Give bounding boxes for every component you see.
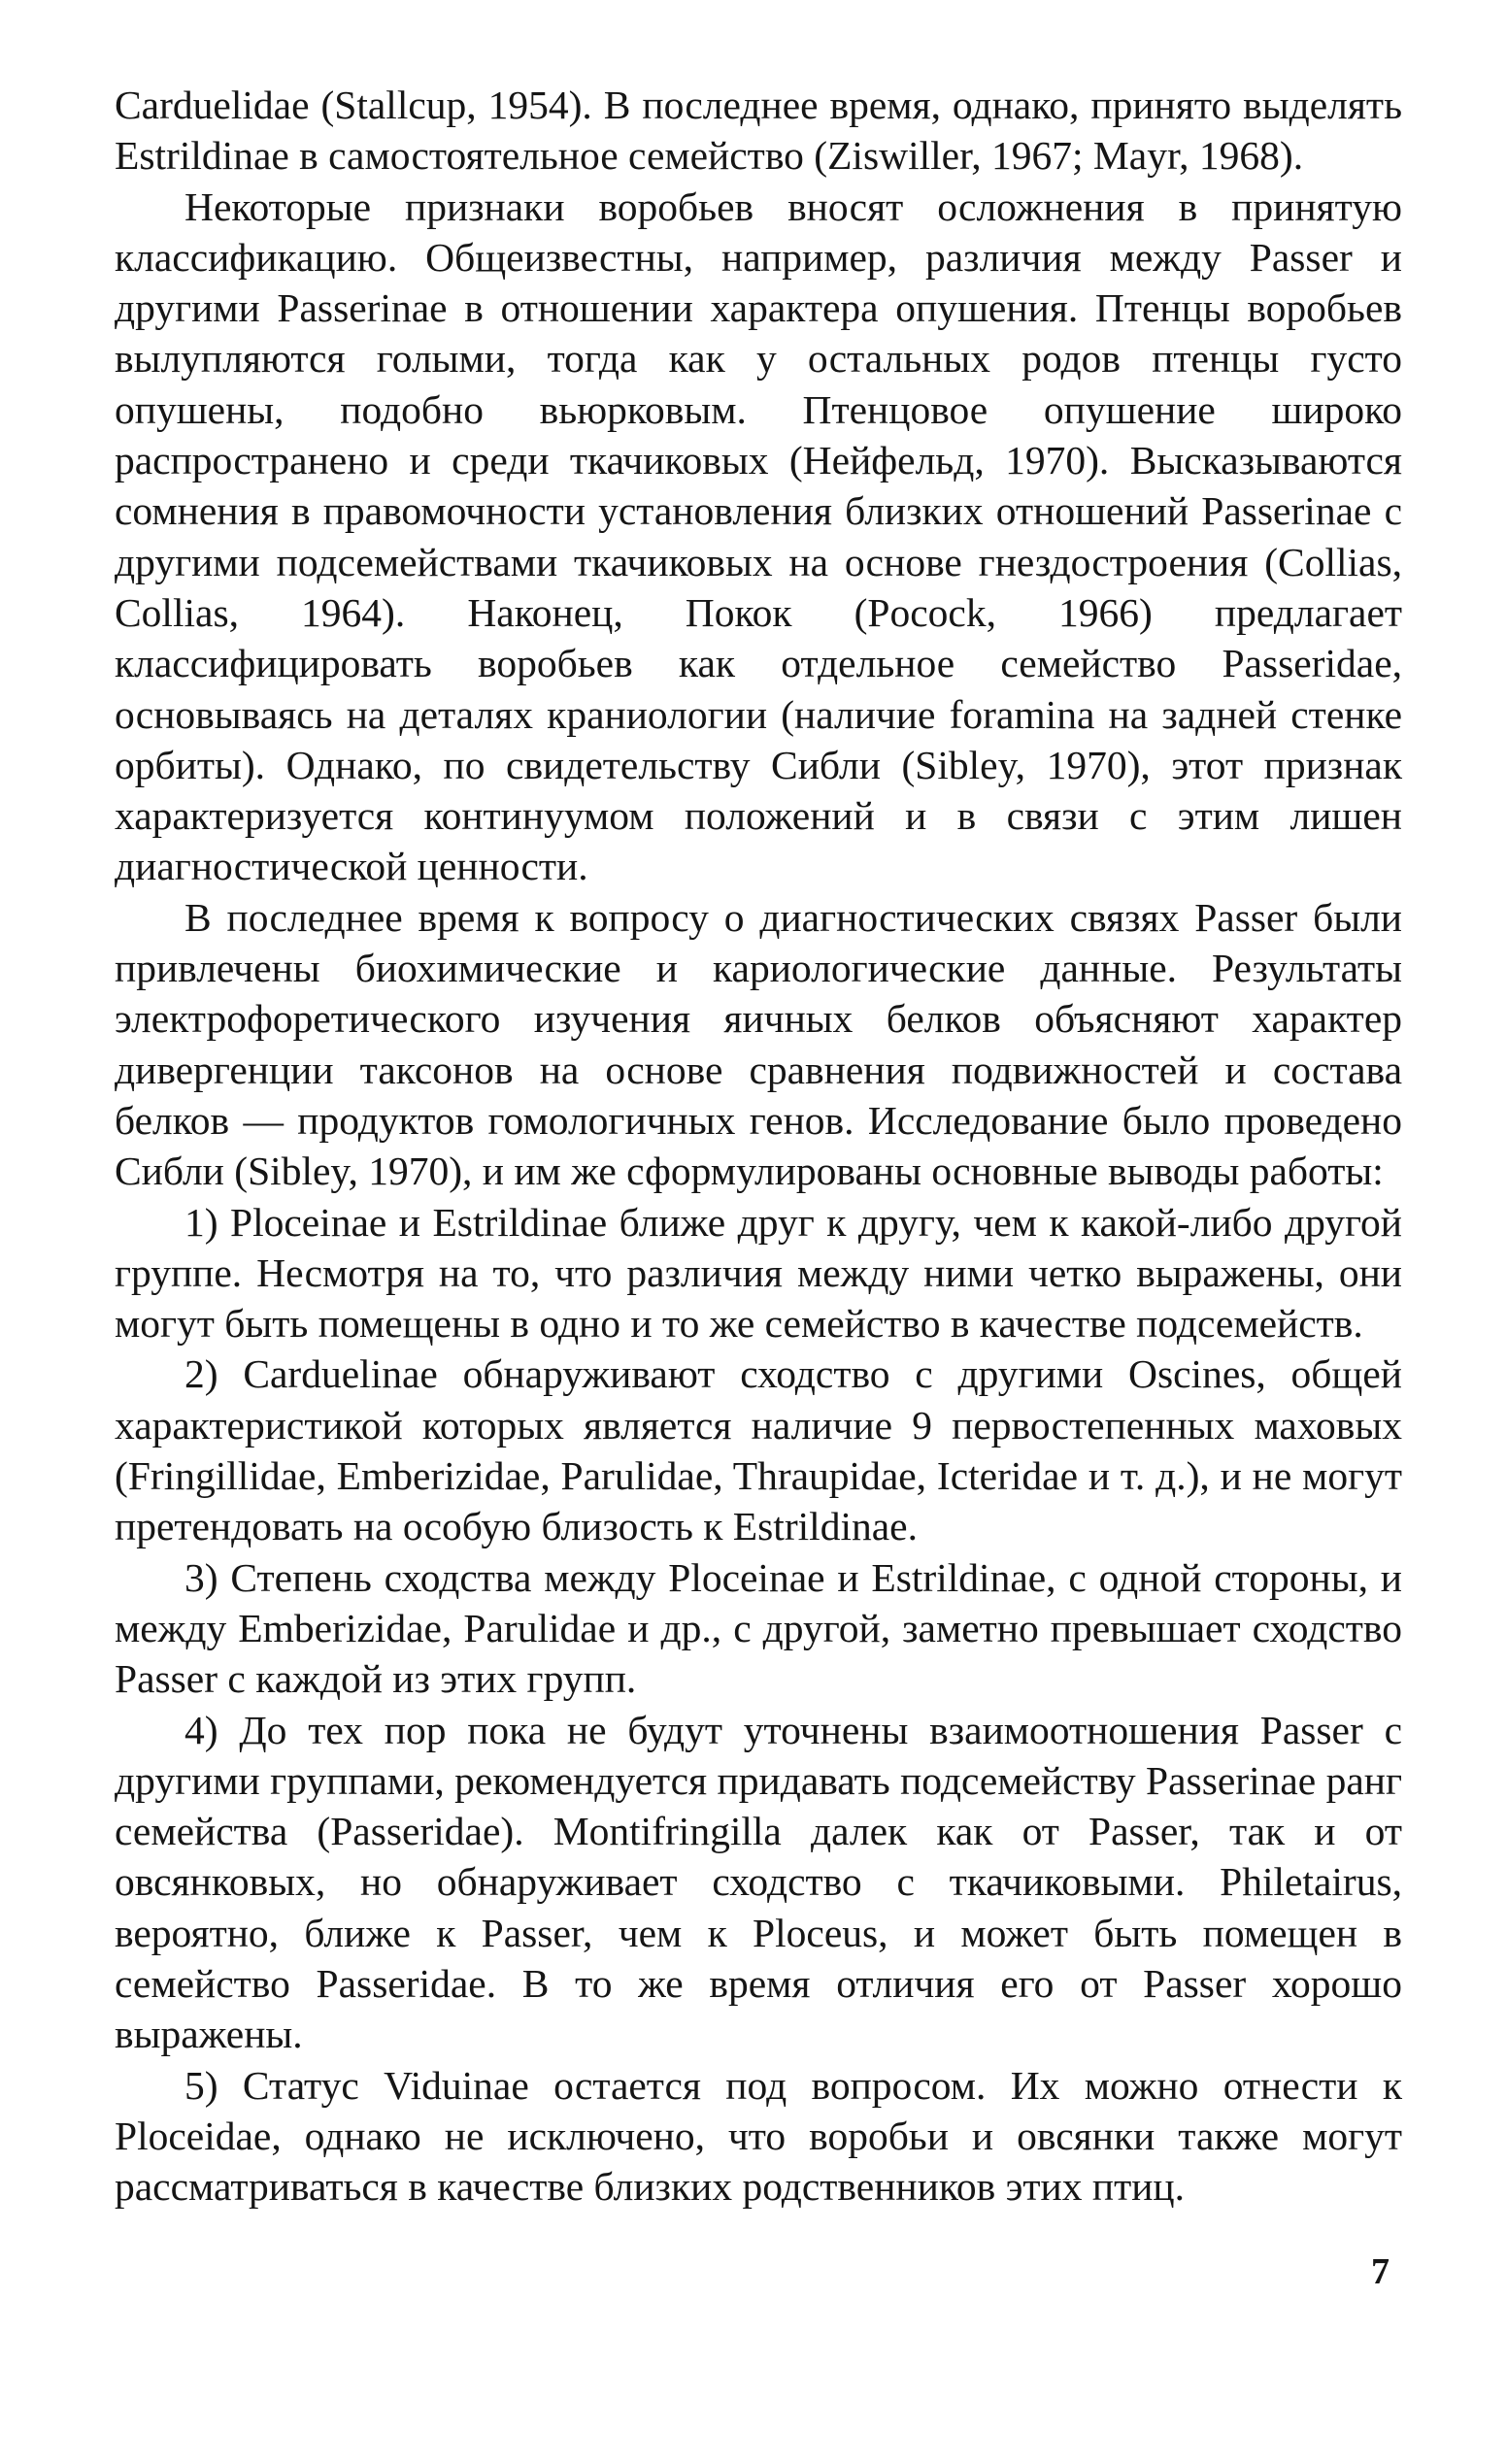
conclusion-item-3: 3) Степень сходства между Ploceinae и Estrildinae, с одной стороны, и между Emberizidae, Parulidae и др., с другой, заметно превышает сходство Passer с каждой из этих групп. bbox=[115, 1554, 1402, 1702]
paragraph-continuation: Carduelidae (Stallcup, 1954). В последнее время, однако, принято выделять Estrildinae в самостоятельное семейство (Ziswiller, 1967; Mayr, 1968). bbox=[115, 83, 1402, 179]
conclusion-item-2: 2) Carduelinae обнаруживают сходство с другими Oscines, общей характеристикой которых является наличие 9 первостепенных маховых (Fringillidae, Emberizidae, Parulidae, Thraupidae, Icteridae и т. д.), и не могут претендовать на особую близость к Estrildinae. bbox=[115, 1351, 1402, 1549]
page-number: 7 bbox=[1371, 2251, 1390, 2292]
paragraph-sparrow-traits: Некоторые признаки воробьев вносят осложнения в принятую классификацию. Общеизвестны, например, различия между Passer и другими Passerinae в отношении характера опушения. Птенцы воробьев вылупляются голыми, тогда как у остальных родов птенцы густо опушены, подобно вьюрковым. Птенцовое опушение широко распространено и среди ткачиковых (Нейфельд, 1970). Высказываются сомнения в правомочности установления близких отношений Passerinae с другими подсемействами ткачиковых на основе гнездостроения (Collias, Collias, 1964). Наконец, Покок (Pocock, 1966) предлагает классифицировать воробьев как отдельное семейство Passeridae, основываясь на деталях краниологии (наличие foramina на задней стенке орбиты). Однако, по свидетельству Сибли (Sibley, 1970), этот признак характеризуется континуумом положений и в связи с этим лишен диагностической ценности. bbox=[115, 183, 1402, 889]
conclusion-item-5: 5) Статус Viduinae остается под вопросом. Их можно отнести к Ploceidae, однако не исключено, что воробьи и овсянки также могут рассматриваться в качестве близких родственников этих птиц. bbox=[115, 2062, 1402, 2210]
conclusion-item-4: 4) До тех пор пока не будут уточнены взаимоотношения Passer с другими группами, рекомендуется придавать подсемейству Passerinae ранг семейства (Passeridae). Montifringilla далек как от Passer, так и от овсянковых, но обнаруживает сходство с ткачиковыми. Philetairus, вероятно, ближе к Passer, чем к Ploceus, и может быть помещен в семейство Passeridae. В то же время отличия его от Passer хорошо выражены. bbox=[115, 1707, 1402, 2057]
page-text-body bbox=[115, 80, 1402, 2212]
paragraph-biochemical-data: В последнее время к вопросу о диагностических связях Passer были привлечены биохимические и кариологические данные. Результаты электрофоретического изучения яичных белков объясняют характер дивергенции таксонов на основе сравнения подвижностей и состава белков — продуктов гомологичных генов. Исследование было проведено Сибли (Sibley, 1970), и им же сформулированы основные выводы работы: bbox=[115, 894, 1402, 1194]
conclusion-item-1: 1) Ploceinae и Estrildinae ближе друг к другу, чем к какой-либо другой группе. Несмотря на то, что различия между ними четко выражены, они могут быть помещены в одно и то же семейство в качестве подсемейств. bbox=[115, 1199, 1402, 1347]
